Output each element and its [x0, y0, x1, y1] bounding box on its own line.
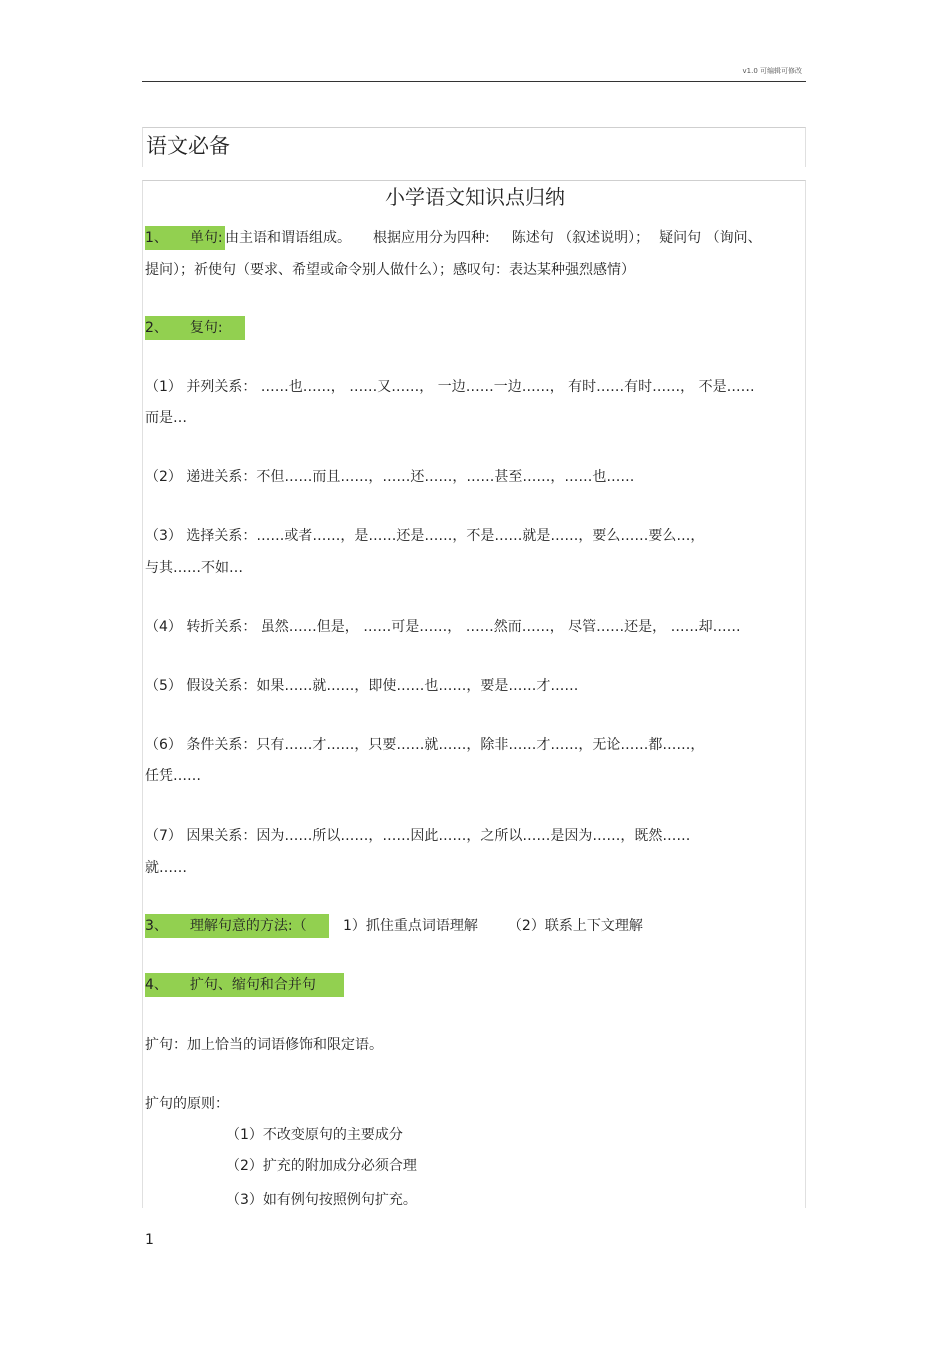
item1-line1 — [145, 226, 762, 250]
item3-line — [145, 914, 643, 938]
relation-4-line1: （4） 转折关系： 虽然……但是， ……可是……， ……然而……， 尽管……还是， ……却…… — [145, 619, 741, 635]
principle-1: （1）不改变原句的主要成分 — [226, 1127, 403, 1143]
header-version: v1.0 可编辑可修改 — [742, 67, 802, 75]
item1-label: 单句: — [189, 230, 223, 246]
relation-7-line1: （7） 因果关系：因为……所以……，……因此……，之所以……是因为……，既然…… — [145, 828, 691, 844]
relation-6-line2: 任凭…… — [145, 768, 201, 784]
item1-text-c: 陈述句 （叙述说明）； — [511, 230, 650, 246]
relation-1-line1: （1） 并列关系： ……也……， ……又……， 一边……一边……， 有时……有时……， 不是…… — [145, 379, 755, 395]
relation-7-line2: 就…… — [145, 860, 187, 876]
item3-num: 3、 — [145, 918, 168, 934]
item1-line2: 提问）；祈使句（要求、希望或命令别人做什么）；感叹句：表达某种强烈感情） — [145, 262, 635, 278]
item1-num: 1、 — [145, 230, 168, 246]
item4-highlight — [145, 973, 344, 997]
relation-3-line1: （3） 选择关系：……或者……，是……还是……，不是……就是……，要么……要么…， — [145, 528, 705, 544]
item4-line — [145, 973, 344, 997]
relation-3-line2: 与其……不如… — [145, 560, 243, 576]
section-title-box — [142, 127, 806, 167]
main-title: 小学语文知识点归纳 — [385, 185, 565, 209]
relation-1-line2: 而是… — [145, 410, 187, 426]
item3-method-2: （2）联系上下文理解 — [507, 918, 643, 934]
principle-3: （3）如有例句按照例句扩充。 — [226, 1192, 417, 1208]
item1-text-b: 根据应用分为四种: — [373, 230, 490, 246]
item2-line — [145, 316, 245, 340]
item3-method-1: 1）抓住重点词语理解 — [343, 918, 478, 934]
item2-label: 复句: — [189, 320, 223, 336]
item1-text-a: 由主语和谓语组成。 — [225, 230, 351, 246]
section-title: 语文必备 — [146, 134, 230, 158]
item1-highlight — [145, 226, 225, 250]
item4-num: 4、 — [145, 977, 168, 993]
relation-5-line1: （5） 假设关系：如果……就……，即使……也……，要是……才…… — [145, 678, 579, 694]
item4-label: 扩句、缩句和合并句 — [189, 977, 316, 993]
expand-definition: 扩句：加上恰当的词语修饰和限定语。 — [145, 1037, 383, 1053]
principle-2: （2）扩充的附加成分必须合理 — [226, 1158, 417, 1174]
item3-highlight — [145, 914, 329, 938]
header-rule — [142, 81, 806, 82]
item1-text-d: 疑问句 （询问、 — [659, 230, 762, 246]
item2-num: 2、 — [145, 320, 168, 336]
relation-2-line1: （2） 递进关系：不但……而且……，……还……，……甚至……，……也…… — [145, 469, 635, 485]
relation-6-line1: （6） 条件关系：只有……才……，只要……就……，除非……才……，无论……都……， — [145, 737, 705, 753]
principles-title: 扩句的原则： — [145, 1096, 229, 1112]
item3-label: 理解句意的方法:（ — [189, 918, 307, 934]
page-number: 1 — [145, 1232, 154, 1248]
item2-highlight — [145, 316, 245, 340]
